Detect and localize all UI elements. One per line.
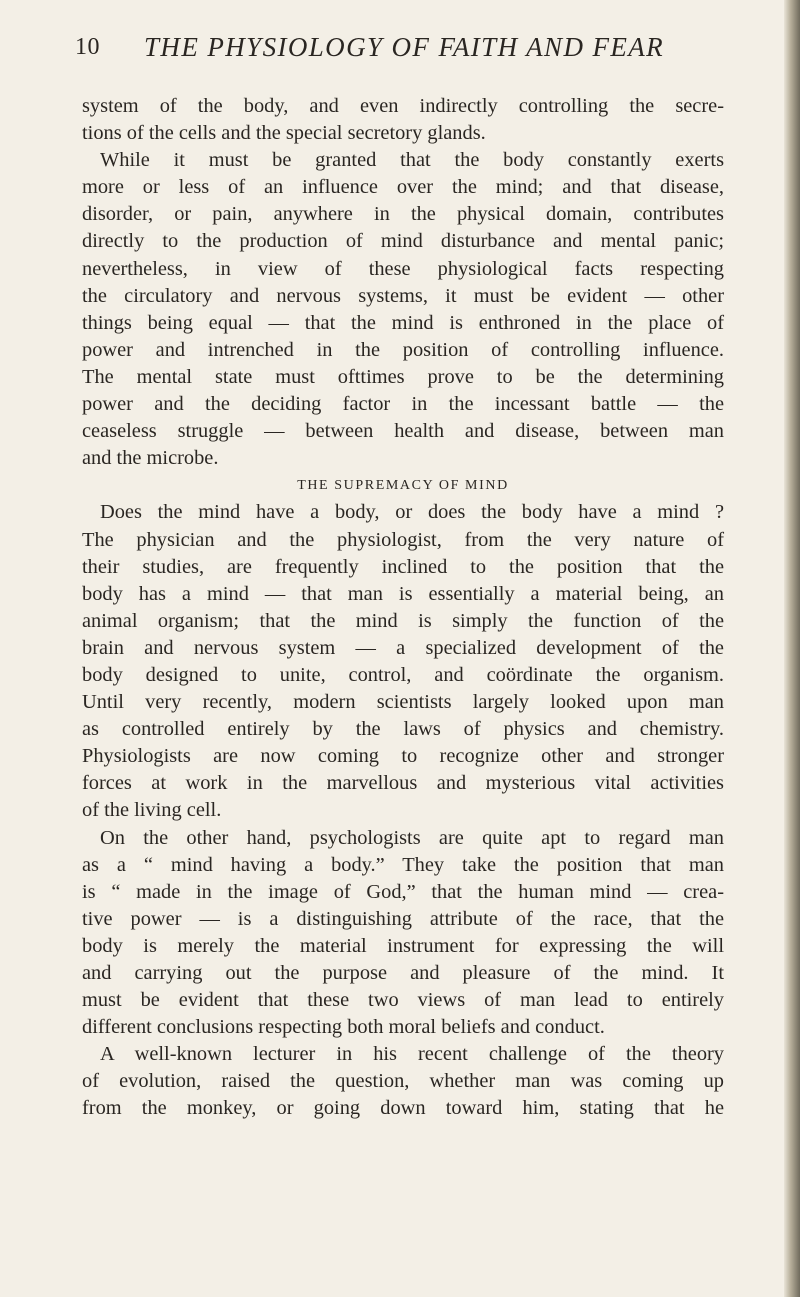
section-heading: THE SUPREMACY OF MIND [297,478,509,494]
text-line: their studies, are frequently inclined to the position that the [82,555,724,578]
text-line: is “ made in the image of God,” that the human mind — crea- [82,880,724,903]
page-number: 10 [75,34,100,60]
text-line: forces at work in the marvellous and mysterious vital activities [82,772,724,795]
text-line: On the other hand, psychologists are quite apt to regard man [100,826,724,849]
paragraph [82,93,724,147]
text-line: and carrying out the purpose and pleasure of the mind. It [82,962,724,984]
text-line: body designed to unite, control, and coördinate the organism. [82,663,724,686]
text-line: as a “ mind having a body.” They take the position that man [82,853,724,876]
text-line: Does the mind have a body, or does the body have a mind ? [100,501,724,524]
text-line: Physiologists are now coming to recognize other and stronger [82,745,724,768]
paragraph [82,147,724,472]
text-line: of evolution, raised the question, whether man was coming up [82,1070,724,1093]
text-line: body is merely the material instrument for expressing the will [82,934,724,957]
text-line: Until very recently, modern scientists largely looked upon man [82,691,724,714]
text-line: ceaseless struggle — between health and disease, between man [82,420,724,443]
text-line: power and the deciding factor in the incessant battle — the [82,393,724,416]
body-text [82,93,724,1123]
text-line: tions of the cells and the special secretory glands. [82,122,486,145]
running-title: THE PHYSIOLOGY OF FAITH AND FEAR [144,32,665,62]
text-line: and the microbe. [82,447,219,470]
text-line: A well-known lecturer in his recent challenge of the theory [100,1043,724,1066]
text-line: of the living cell. [82,799,222,822]
text-line: disorder, or pain, anywhere in the physical domain, contributes [82,203,724,226]
text-line: directly to the production of mind disturbance and mental panic; [82,230,724,253]
text-line: The mental state must ofttimes prove to be the determining [82,365,724,388]
paragraph [82,1041,724,1122]
text-line: brain and nervous system — a specialized development of the [82,636,724,659]
text-line: tive power — is a distinguishing attribute of the race, that the [82,907,724,930]
text-line: The physician and the physiologist, from the very nature of [82,528,724,551]
text-line: from the monkey, or going down toward him, stating that he [82,1097,724,1120]
text-line: power and intrenched in the position of controlling influence. [82,338,724,361]
running-head [75,30,715,66]
text-line: system of the body, and even indirectly controlling the secre- [82,95,724,117]
text-line: as controlled entirely by the laws of physics and chemistry. [82,718,724,741]
paragraph [82,499,724,824]
text-line: animal organism; that the mind is simply the function of the [82,609,724,632]
text-line: nevertheless, in view of these physiological facts respecting [82,257,724,280]
text-line: While it must be granted that the body constantly exerts [100,149,724,172]
text-line: must be evident that these two views of man lead to entirely [82,989,724,1012]
page-edge-shadow [784,0,800,1297]
paragraph [82,825,724,1042]
text-line: things being equal — that the mind is enthroned in the place of [82,311,724,334]
text-line: more or less of an influence over the mind; and that disease, [82,176,724,199]
text-line: the circulatory and nervous systems, it must be evident — other [82,284,724,307]
text-line: different conclusions respecting both moral beliefs and conduct. [82,1016,605,1039]
text-line: body has a mind — that man is essentially a material being, an [82,582,724,605]
